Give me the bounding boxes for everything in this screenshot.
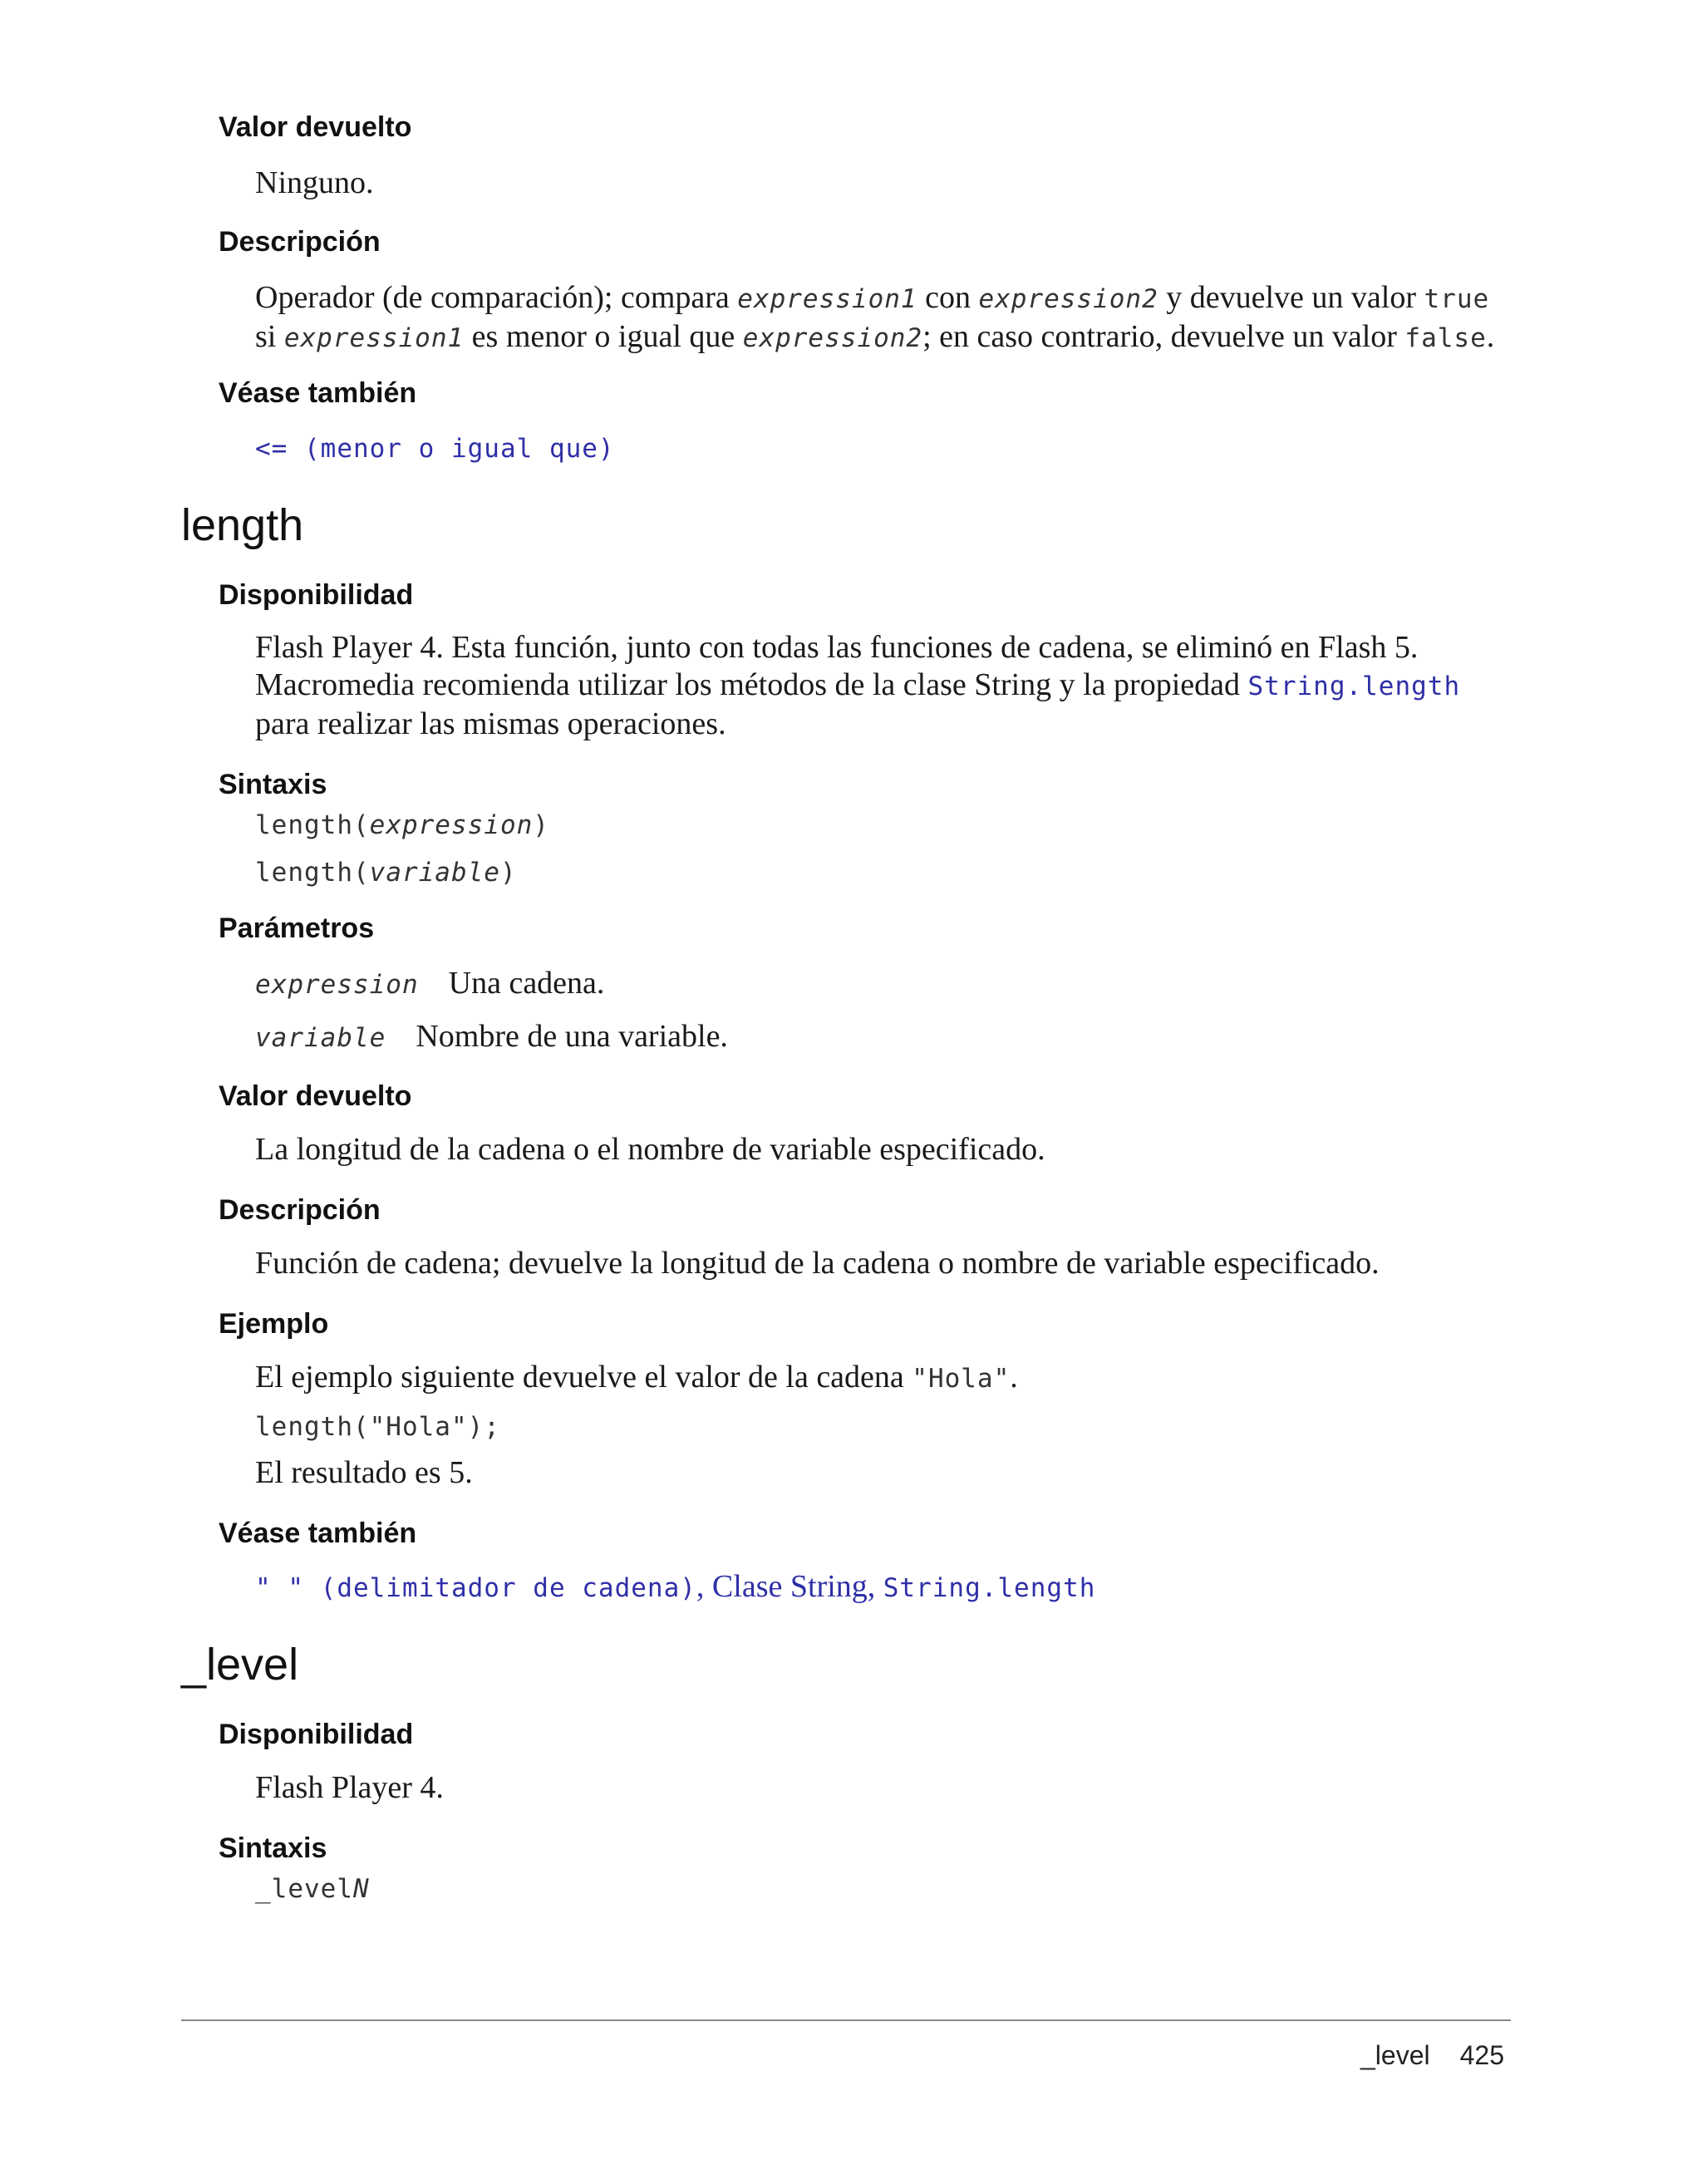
parametros-heading: Parámetros [219, 912, 375, 944]
footer-section-name: _level [1360, 2040, 1430, 2070]
code-expression2: expression2 [978, 284, 1158, 314]
disponibilidad-heading: Disponibilidad [219, 579, 414, 611]
param-desc: Una cadena. [448, 966, 605, 1001]
code-expression1: expression1 [283, 323, 465, 353]
param-name: expression [255, 970, 419, 1000]
syntax-line-level: _levelN [255, 1874, 370, 1904]
see-also-link-menor-igual[interactable]: <= (menor o igual que) [255, 434, 615, 464]
ejemplo-code: length("Hola"); [255, 1412, 500, 1442]
see-also-link-string-length[interactable]: String.length [883, 1573, 1096, 1603]
valor-devuelto-text: Ninguno. [255, 165, 374, 200]
syntax-line-expression: length(expression) [255, 810, 549, 840]
descripcion-paragraph: Operador (de comparación); compara expression1 con expression2 y devuelve un valor true si expression1 es menor o igual que expression2; en caso contrario, devuelve un valor false. [255, 280, 1495, 354]
code-false: false [1404, 323, 1487, 353]
disponibilidad-text: Flash Player 4. [255, 1770, 444, 1805]
valor-devuelto-heading: Valor devuelto [219, 111, 412, 143]
sintaxis-heading: Sintaxis [219, 1832, 327, 1864]
disponibilidad-paragraph: Flash Player 4. Esta función, junto con todas las funciones de cadena, se eliminó en Flash 5. Macromedia recomienda utilizar los métodos de la clase String y la propiedad String.length para realizar las mismas operaciones. [255, 630, 1461, 741]
descripcion-heading: Descripción [219, 226, 381, 258]
code-hola: "Hola" [912, 1364, 1011, 1394]
code-expression1: expression1 [737, 284, 917, 314]
see-also-link-delimitador[interactable]: " " (delimitador de cadena) [255, 1573, 696, 1603]
ejemplo-intro: El ejemplo siguiente devuelve el valor de la cadena "Hola". [255, 1360, 1018, 1395]
valor-devuelto-heading: Valor devuelto [219, 1080, 412, 1112]
vease-tambien-heading: Véase también [219, 1517, 417, 1549]
param-name: variable [255, 1023, 386, 1053]
code-true: true [1424, 284, 1490, 314]
see-also-links: " " (delimitador de cadena), Clase String, String.length [255, 1569, 1096, 1604]
descripcion-text: Función de cadena; devuelve la longitud de la cadena o nombre de variable especificado. [255, 1246, 1380, 1281]
code-expression2: expression2 [742, 323, 923, 353]
string-length-link[interactable]: String.length [1247, 671, 1461, 701]
page-number: 425 [1459, 2040, 1504, 2070]
valor-devuelto-text: La longitud de la cadena o el nombre de variable especificado. [255, 1132, 1045, 1167]
vease-tambien-heading: Véase también [219, 377, 417, 409]
param-expression [255, 965, 1518, 1004]
footer-rule [181, 2019, 1511, 2021]
disponibilidad-heading: Disponibilidad [219, 1719, 414, 1750]
descripcion-heading: Descripción [219, 1194, 381, 1226]
entry-title-level: _level [181, 1640, 299, 1690]
see-also-link-clase-string[interactable]: Clase String [711, 1569, 868, 1604]
ejemplo-result: El resultado es 5. [255, 1455, 473, 1490]
ejemplo-heading: Ejemplo [219, 1308, 329, 1340]
param-variable [255, 1018, 1518, 1057]
page-footer [1360, 2039, 1504, 2072]
entry-title-length: length [181, 500, 304, 550]
syntax-line-variable: length(variable) [255, 858, 517, 888]
param-desc: Nombre de una variable. [416, 1019, 728, 1054]
sintaxis-heading: Sintaxis [219, 769, 327, 800]
